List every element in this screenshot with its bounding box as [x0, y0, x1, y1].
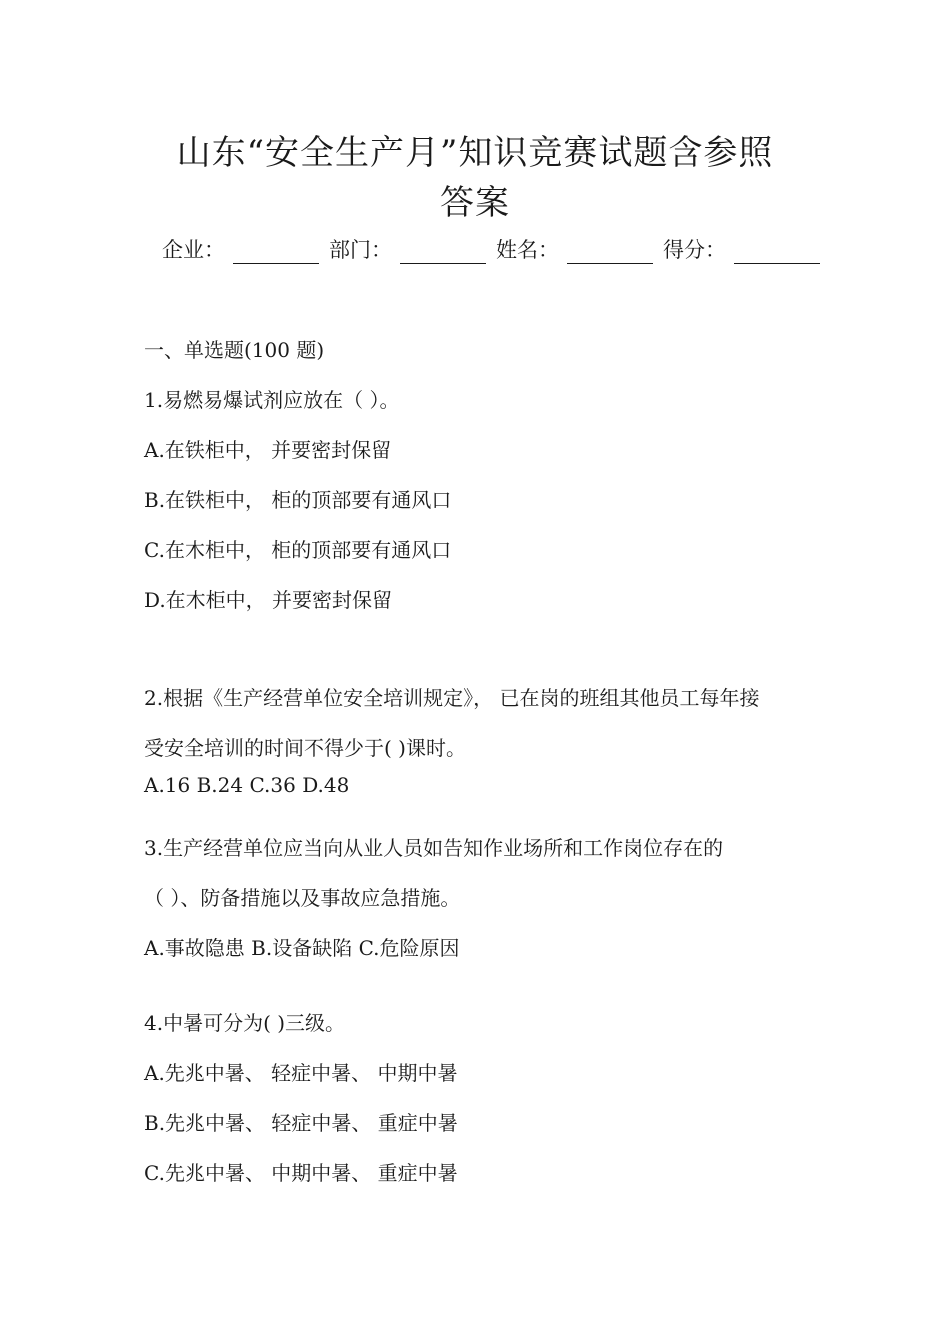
department-label: 部门： — [329, 238, 392, 262]
question-option: C.先兆中暑、 中期中暑、 重症中暑 — [144, 1161, 458, 1185]
department-field — [329, 236, 486, 264]
company-field — [162, 236, 319, 264]
name-label: 姓名： — [496, 238, 559, 262]
company-blank — [233, 243, 319, 264]
question-option: A.先兆中暑、 轻症中暑、 中期中暑 — [144, 1061, 458, 1085]
info-fields — [162, 236, 802, 264]
question-option: B.在铁柜中， 柜的顶部要有通风口 — [144, 488, 452, 512]
document-title: 山东“安全生产月”知识竞赛试题含参照 — [176, 133, 774, 173]
question-option: D.在木柜中， 并要密封保留 — [144, 588, 393, 612]
question-option: C.在木柜中， 柜的顶部要有通风口 — [144, 538, 452, 562]
document-title-continued: 答案 — [440, 183, 510, 223]
question-option: A.16 B.24 C.36 D.48 — [144, 773, 350, 797]
question-stem-continued: 受安全培训的时间不得少于( )课时。 — [144, 736, 466, 760]
score-field — [663, 236, 820, 264]
section-heading: 一、单选题(100 题) — [144, 338, 325, 362]
company-label: 企业： — [162, 238, 225, 262]
question-option: A.在铁柜中， 并要密封保留 — [144, 438, 392, 462]
question-stem: 4.中暑可分为( )三级。 — [144, 1011, 346, 1035]
question-stem: 3.生产经营单位应当向从业人员如告知作业场所和工作岗位存在的 — [144, 836, 724, 860]
question-stem: 2.根据《生产经营单位安全培训规定》， 已在岗的班组其他员工每年接 — [144, 686, 760, 710]
question-option: A.事故隐患 B.设备缺陷 C.危险原因 — [144, 936, 460, 960]
name-blank — [567, 243, 653, 264]
name-field — [496, 236, 653, 264]
department-blank — [400, 243, 486, 264]
score-label: 得分： — [663, 238, 726, 262]
question-stem-continued: （ ）、防备措施以及事故应急措施。 — [144, 886, 461, 910]
score-blank — [734, 243, 820, 264]
question-option: B.先兆中暑、 轻症中暑、 重症中暑 — [144, 1111, 458, 1135]
question-stem: 1.易燃易爆试剂应放在（ ）。 — [144, 388, 400, 412]
